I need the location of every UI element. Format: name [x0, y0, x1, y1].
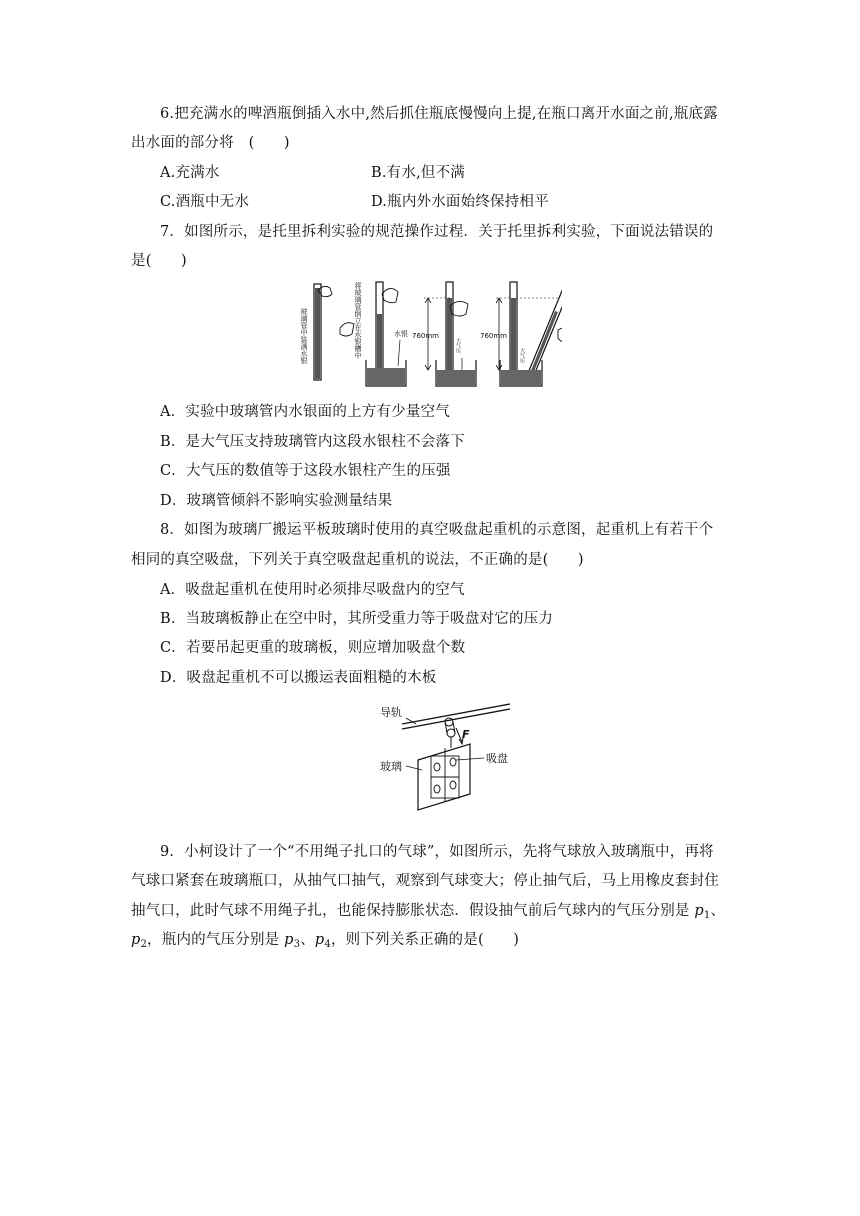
label-sucker: 吸盘: [486, 752, 508, 765]
label-760mm-b: 760mm: [480, 332, 507, 340]
q9-stem-line3: [131, 901, 725, 926]
q7-option-c: C．大气压的数值等于这段水银柱产生的压强: [160, 463, 451, 479]
q8-option-d: D．吸盘起重机不可以搬运表面粗糙的木板: [160, 670, 437, 686]
q9-separator: 、: [300, 932, 315, 948]
label-atm-pressure-b: 大气压: [519, 348, 525, 363]
q7-stem-line1: 7．如图所示，是托里拆利实验的规范操作过程．关于托里拆利实验，下面说法错误的: [160, 224, 714, 240]
q8-stem-line2: 相同的真空吸盘，下列关于真空吸盘起重机的说法，不正确的是( ): [131, 552, 584, 568]
label-force: F: [462, 728, 470, 741]
q9-text-segment: 抽气口，此时气球不用绳子扎，也能保持膨胀状态．假设抽气前后气球内的气压分别是: [131, 903, 695, 919]
q7-stem-line2: 是( ): [131, 253, 187, 269]
vacuum-crane-figure: [380, 702, 522, 812]
q7-option-a: A．实验中玻璃管内水银面的上方有少量空气: [160, 404, 450, 420]
q6-stem-line2: 出水面的部分将 ( ): [131, 135, 290, 151]
label-glass: 玻璃: [380, 760, 402, 773]
label-mercury: 水银: [394, 330, 408, 338]
q7-option-b: B．是大气压支持玻璃管内这段水银柱不会落下: [160, 434, 465, 450]
q6-option-d: D.瓶内外水面始终保持相平: [371, 194, 549, 210]
hand-icon: [382, 288, 398, 302]
label-760mm-a: 760mm: [412, 332, 439, 340]
pulley: [447, 729, 455, 737]
label-fill-tube: 玻璃管中装满水银: [300, 308, 308, 364]
subscript-1: 1: [703, 910, 711, 921]
q8-stem-line1: 8．如图为玻璃厂搬运平板玻璃时使用的真空吸盘起重机的示意图，起重机上有若干个: [160, 522, 714, 538]
label-invert-tube: 将玻璃管倒立在水银槽中: [354, 282, 362, 359]
q9-text-segment: ，则下列关系正确的是( ): [330, 932, 520, 948]
q9-separator: 、: [710, 903, 726, 919]
var-p: p: [284, 932, 294, 948]
label-atm-pressure-a: 大气压: [455, 338, 461, 353]
q6-stem-line1: 6.把充满水的啤酒瓶倒插入水中,然后抓住瓶底慢慢向上提,在瓶口离开水面之前,瓶底露: [160, 106, 718, 122]
subscript-3: 3: [293, 939, 301, 950]
hand-icon: [558, 327, 562, 342]
q8-option-b: B．当玻璃板静止在空中时，其所受重力等于吸盘对它的压力: [160, 611, 554, 627]
q9-stem-line4: [131, 930, 519, 955]
var-p: p: [694, 903, 704, 919]
q6-option-a: A.充满水: [160, 165, 220, 181]
var-p: p: [131, 932, 141, 948]
q9-stem-line2: 气球口紧套在玻璃瓶口，从抽气口抽气，观察到气球变大；停止抽气后，马上用橡皮套封住: [131, 873, 719, 889]
q8-option-a: A．吸盘起重机在使用时必须排尽吸盘内的空气: [160, 582, 465, 598]
q8-option-c: C．若要吊起更重的玻璃板，则应增加吸盘个数: [160, 640, 466, 656]
q6-option-c: C.酒瓶中无水: [160, 194, 250, 210]
q9-stem-line1: 9．小柯设计了一个“不用绳子扎口的气球”，如图所示，先将气球放入玻璃瓶中，再将: [160, 844, 714, 860]
var-p: p: [314, 932, 325, 948]
subscript-4: 4: [324, 939, 331, 950]
label-rail: 导轨: [380, 706, 402, 719]
hand-icon: [340, 323, 354, 336]
q9-text-segment: ，瓶内的气压分别是: [147, 932, 285, 948]
torricelli-experiment-figure: [300, 278, 562, 390]
subscript-2: 2: [140, 939, 148, 950]
pulley: [445, 718, 453, 726]
q6-option-b: B.有水,但不满: [371, 165, 465, 181]
q7-option-d: D．玻璃管倾斜不影响实验测量结果: [160, 493, 393, 509]
